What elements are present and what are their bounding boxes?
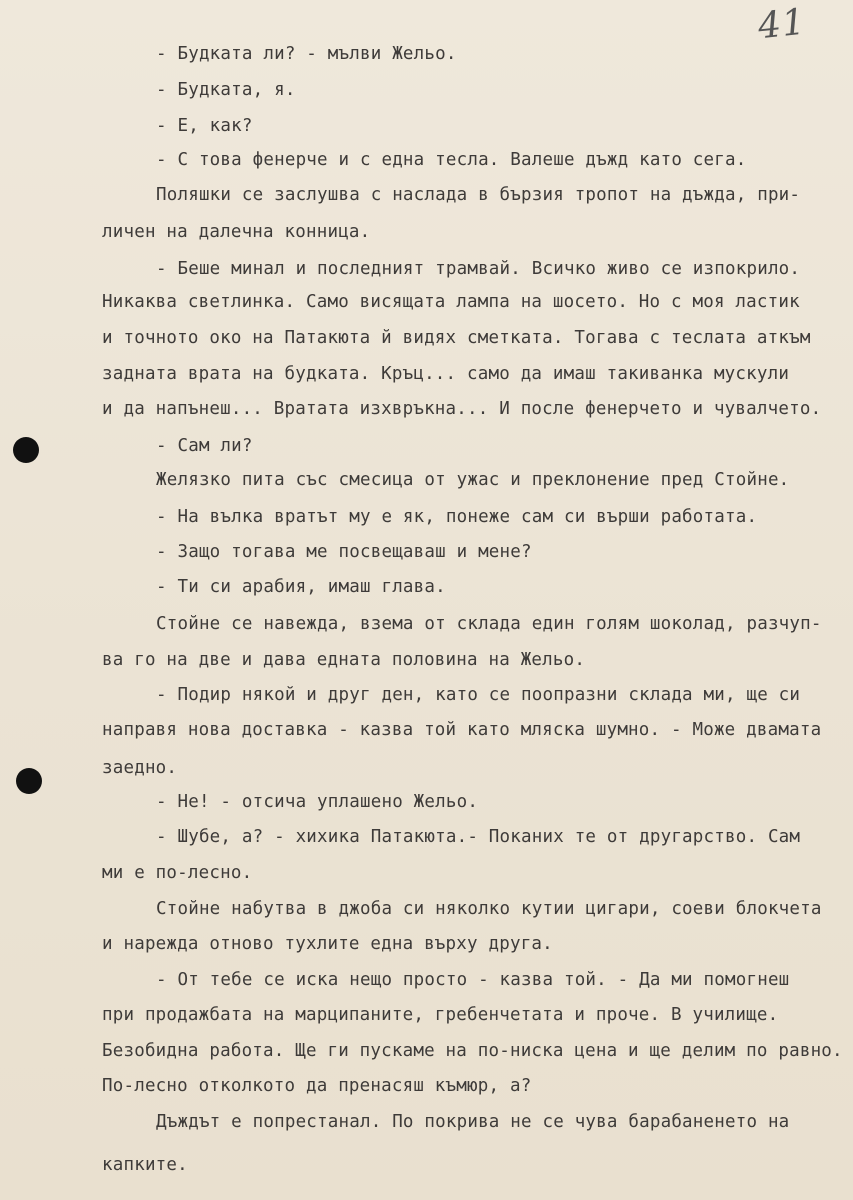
text-line: - Защо тогава ме посвещаваш и мене?	[156, 542, 532, 562]
text-line: капките.	[102, 1155, 188, 1175]
text-line: - На вълка вратът му е як, понеже сам си върши работата.	[156, 507, 758, 527]
text-line: - С това фенерче и с една тесла. Валеше дъжд като сега.	[156, 150, 747, 170]
text-line: Стойне се навежда, взема от склада един голям шоколад, разчуп-	[156, 614, 822, 634]
text-line: - Будката ли? - мълви Жельо.	[156, 44, 457, 64]
text-line: личен на далечна конница.	[102, 222, 371, 242]
text-line: ми е по-лесно.	[102, 863, 253, 883]
text-line: Поляшки се заслушва с наслада в бързия тропот на дъжда, при-	[156, 185, 801, 205]
text-line: и точното око на Патакюта й видях сметката. Тогава с теслата аткъм	[102, 328, 811, 348]
text-line: направя нова доставка - казва той като мляска шумно. - Може двамата	[102, 720, 822, 740]
text-line: Никаква светлинка. Само висящата лампа на шосето. Но с моя ластик	[102, 292, 800, 312]
text-line: Безобидна работа. Ще ги пускаме на по-ниска цена и ще делим по равно.	[102, 1041, 843, 1061]
text-line: - Ти си арабия, имаш глава.	[156, 577, 446, 597]
text-line: ва го на две и дава едната половина на Жельо.	[102, 650, 586, 670]
text-line: и да напънеш... Вратата изхвръкна... И после фенерчето и чувалчето.	[102, 399, 822, 419]
text-line: заедно.	[102, 758, 178, 778]
text-line: и нарежда отново тухлите една върху друга.	[102, 934, 553, 954]
text-line: - Подир някой и друг ден, като се поопразни склада ми, ще си	[156, 685, 801, 705]
text-line: Желязко пита със смесица от ужас и преклонение пред Стойне.	[156, 470, 790, 490]
text-line: - Шубе, а? - хихика Патакюта.- Поканих те от другарство. Сам	[156, 827, 801, 847]
text-line: Стойне набутва в джоба си няколко кутии цигари, соеви блокчета	[156, 899, 822, 919]
handwritten-page-number: 41	[755, 1, 808, 48]
punch-hole-bottom	[16, 768, 42, 794]
text-line: - Не! - отсича уплашено Жельо.	[156, 792, 479, 812]
text-line: Дъждът е попрестанал. По покрива не се чува барабаненето на	[156, 1112, 790, 1132]
text-line: - Е, как?	[156, 116, 253, 136]
text-line: - Сам ли?	[156, 436, 253, 456]
text-line: - Будката, я.	[156, 80, 296, 100]
text-line: - Беше минал и последният трамвай. Всичко живо се изпокрило.	[156, 259, 801, 279]
text-line: По-лесно отколкото да пренасяш къмюр, а?	[102, 1076, 532, 1096]
text-line: при продажбата на марципаните, гребенчетата и проче. В училище.	[102, 1005, 779, 1025]
text-line: задната врата на будката. Кръц... само да имаш такиванка мускули	[102, 364, 790, 384]
text-line: - От тебе се иска нещо просто - казва той. - Да ми помогнеш	[156, 970, 790, 990]
punch-hole-top	[13, 437, 39, 463]
